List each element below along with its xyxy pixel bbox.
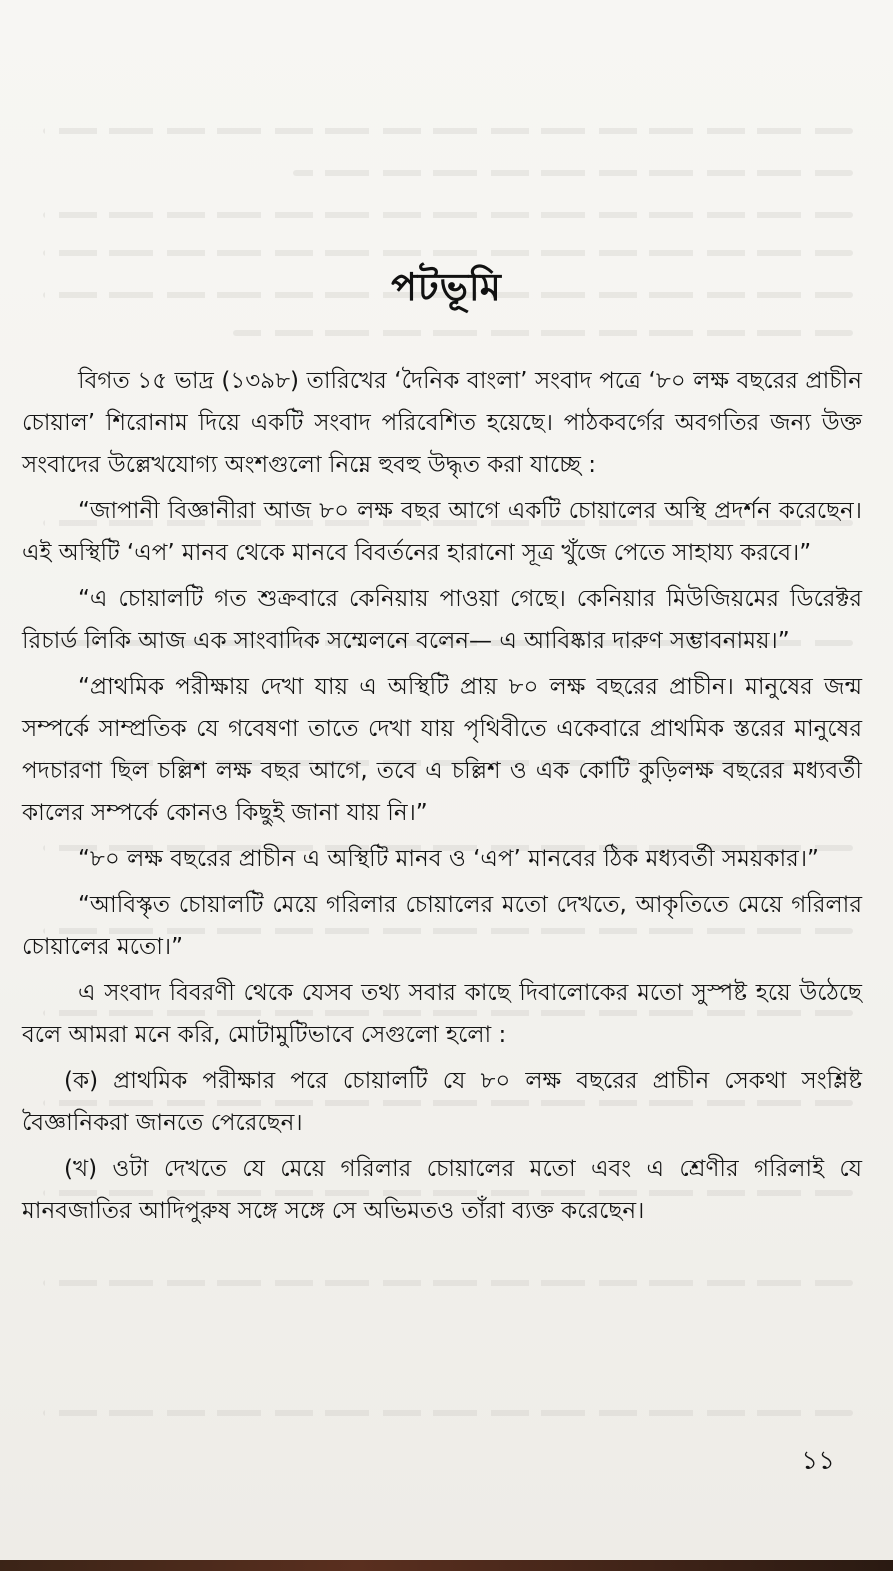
intro-paragraph: বিগত ১৫ ভাদ্র (১৩৯৮) তারিখের ‘দৈনিক বাংলা’ সংবাদ পত্রে ‘৮০ লক্ষ বছরের প্রাচীন চোয়াল’ শিরোনাম দিয়ে একটি সংবাদ পরিবেশিত হয়েছে। পাঠকবর্গের অবগতির জন্য উক্ত সংবাদের উল্লেখযোগ্য অংশগুলো নিম্নে হুবহু উদ্ধৃত করা যাচ্ছে : (22, 368, 862, 478)
list-item: (খ) ওটা দেখতে যে মেয়ে গরিলার চোয়ালের মতো এবং এ শ্রেণীর গরিলাই যে মানবজাতির আদিপুরুষ সঙ্গে সঙ্গে সে অভিমতও তাঁরা ব্যক্ত করেছেন। (22, 1156, 862, 1224)
quote-paragraph: “জাপানী বিজ্ঞানীরা আজ ৮০ লক্ষ বছর আগে একটি চোয়ালের অস্থি প্রদর্শন করেছেন। এই অস্থিটি ‘এপ’ মানব থেকে মানবে বিবর্তনের হারানো সূত্র খুঁজে পেতে সাহায্য করবে।” (22, 498, 862, 566)
page-number: ১১ (801, 1446, 835, 1476)
quote-paragraph: “আবিস্কৃত চোয়ালটি মেয়ে গরিলার চোয়ালের মতো দেখতে, আকৃতিতে মেয়ে গরিলার চোয়ালের মতো।” (22, 892, 862, 960)
body-text (22, 360, 862, 1236)
page-edge (0, 1560, 893, 1571)
page-title: পটভূমি (391, 265, 502, 309)
summary-paragraph: এ সংবাদ বিবরণী থেকে যেসব তথ্য সবার কাছে দিবালোকের মতো সুস্পষ্ট হয়ে উঠেছে বলে আমরা মনে করি, মোটামুটিভাবে সেগুলো হলো : (22, 980, 862, 1048)
quote-paragraph: “এ চোয়ালটি গত শুক্রবারে কেনিয়ায় পাওয়া গেছে। কেনিয়ার মিউজিয়মের ডিরেক্টর রিচার্ড লিকি আজ এক সাংবাদিক সম্মেলনে বলেন— এ আবিষ্কার দারুণ সম্ভাবনাময়।” (22, 586, 862, 654)
quote-paragraph: “প্রাথমিক পরীক্ষায় দেখা যায় এ অস্থিটি প্রায় ৮০ লক্ষ বছরের প্রাচীন। মানুষের জন্ম সম্পর্কে সাম্প্রতিক যে গবেষণা তাতে দেখা যায় পৃথিবীতে একেবারে প্রাথমিক স্তরের মানুষের পদচারণা ছিল চল্লিশ লক্ষ বছর আগে, তবে এ চল্লিশ ও এক কোটি কুড়িলক্ষ বছরের মধ্যবর্তী কালের সম্পর্কে কোনও কিছুই জানা যায় নি।” (22, 674, 862, 826)
quote-paragraph: “৮০ লক্ষ বছরের প্রাচীন এ অস্থিটি মানব ও ‘এপ’ মানবের ঠিক মধ্যবর্তী সময়কার।” (78, 846, 819, 872)
list-item: (ক) প্রাথমিক পরীক্ষার পরে চোয়ালটি যে ৮০ লক্ষ বছরের প্রাচীন সেকথা সংশ্লিষ্ট বৈজ্ঞানিকরা জানতে পেরেছেন। (22, 1068, 862, 1136)
